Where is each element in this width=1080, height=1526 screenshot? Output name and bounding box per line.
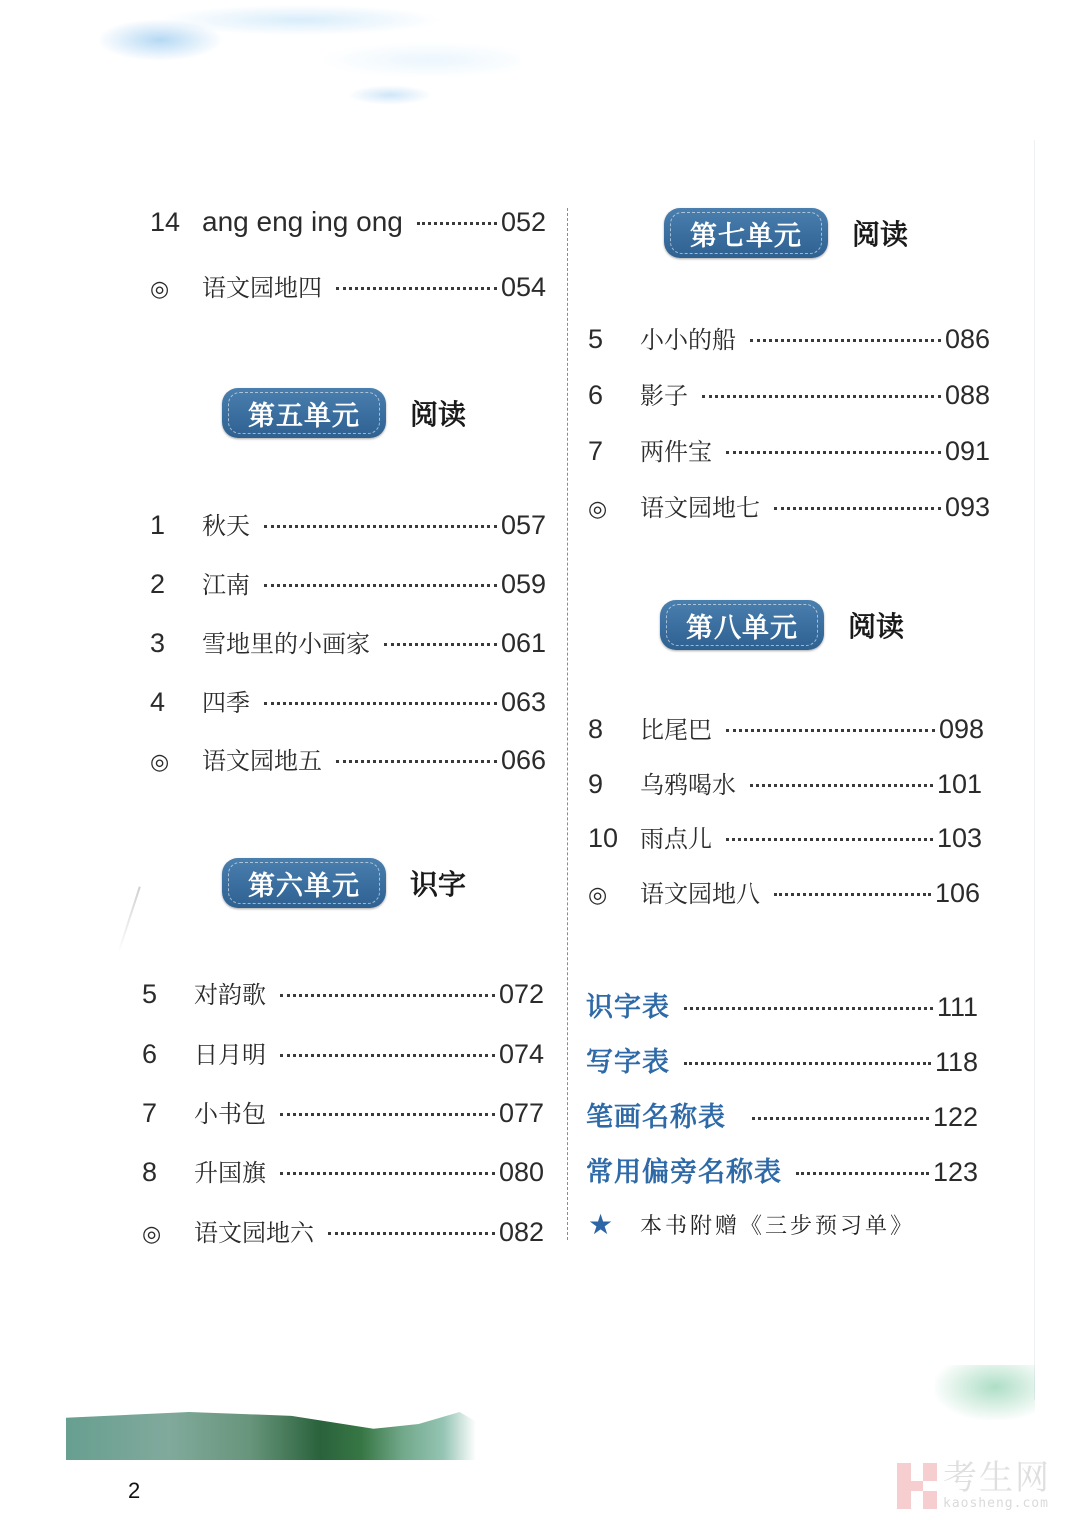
entry-number: 7	[588, 436, 604, 466]
bonus-note	[588, 1208, 915, 1241]
toc-entry[interactable]	[150, 206, 546, 238]
watermark	[897, 1460, 1051, 1511]
entry-number: 5	[588, 324, 604, 354]
star-icon: ★	[588, 1208, 614, 1241]
dot-leader	[384, 643, 497, 646]
appendix-title: 写字表	[586, 1047, 670, 1078]
toc-entry[interactable]	[588, 432, 990, 467]
dot-leader	[684, 1062, 931, 1065]
entry-title: 秋天	[202, 512, 250, 540]
unit-badge: 第六单元	[222, 858, 386, 908]
double-circle-icon: ◎	[150, 750, 170, 775]
appendix-entry[interactable]	[586, 1040, 978, 1079]
dot-leader	[684, 1007, 933, 1010]
page-edge	[1034, 140, 1035, 1400]
dot-leader	[336, 287, 497, 290]
entry-page: 086	[944, 324, 990, 354]
toc-entry[interactable]	[588, 765, 982, 800]
entry-title: 语文园地八	[640, 880, 760, 908]
entry-page: 103	[936, 823, 982, 853]
entry-title: 升国旗	[194, 1159, 266, 1187]
entry-title: 雨点儿	[640, 825, 712, 853]
toc-entry[interactable]	[150, 268, 546, 303]
entry-page: 059	[500, 569, 546, 599]
entry-page: 077	[498, 1098, 544, 1128]
entry-page: 061	[500, 628, 546, 658]
entry-page: 052	[500, 207, 546, 237]
bonus-text: 本书附赠《三步预习单》	[640, 1214, 916, 1239]
entry-number: 14	[150, 207, 181, 237]
toc-entry[interactable]	[150, 683, 546, 718]
entry-page: 082	[498, 1217, 544, 1247]
entry-page: 091	[944, 436, 990, 466]
unit-type: 阅读	[410, 398, 467, 431]
scan-mark	[117, 886, 141, 953]
toc-entry[interactable]	[588, 488, 990, 523]
dot-leader	[328, 1232, 495, 1235]
double-circle-icon: ◎	[588, 497, 608, 522]
entry-number: 8	[588, 714, 604, 744]
dot-leader	[280, 1054, 495, 1057]
unit-type: 阅读	[852, 218, 909, 251]
entry-title: 影子	[640, 382, 688, 410]
dot-leader	[702, 395, 941, 398]
entry-number: 1	[150, 510, 166, 540]
entry-page: 080	[498, 1157, 544, 1187]
dot-leader	[774, 507, 941, 510]
entry-page: 074	[498, 1039, 544, 1069]
entry-title: 语文园地六	[194, 1219, 314, 1247]
toc-entry[interactable]	[142, 1094, 544, 1129]
entry-number: 4	[150, 687, 166, 717]
decorative-watercolor-top	[100, 0, 520, 110]
entry-number: 6	[588, 380, 604, 410]
toc-entry[interactable]	[142, 1213, 544, 1248]
entry-title: 乌鸦喝水	[640, 771, 736, 799]
entry-page: 101	[936, 769, 982, 799]
dot-leader	[336, 760, 497, 763]
toc-entry[interactable]	[150, 565, 546, 600]
unit-badge: 第五单元	[222, 388, 386, 438]
appendix-page: 122	[932, 1102, 978, 1132]
toc-entry[interactable]	[142, 1035, 544, 1070]
entry-title: 日月明	[194, 1041, 266, 1069]
toc-entry[interactable]	[150, 506, 546, 541]
toc-entry[interactable]	[588, 376, 990, 411]
appendix-page: 118	[934, 1047, 978, 1077]
appendix-title: 识字表	[586, 992, 670, 1023]
unit-header-7	[664, 208, 908, 258]
entry-page: 054	[500, 272, 546, 302]
column-divider	[567, 208, 568, 1240]
dot-leader	[726, 838, 933, 841]
entry-title: 语文园地七	[640, 494, 760, 522]
unit-type: 识字	[410, 868, 467, 901]
toc-entry[interactable]	[150, 741, 546, 776]
appendix-entry[interactable]	[586, 985, 978, 1024]
dot-leader	[264, 702, 497, 705]
dot-leader	[417, 222, 497, 225]
double-circle-icon: ◎	[150, 277, 170, 302]
entry-page: 066	[500, 745, 546, 775]
toc-entry[interactable]	[588, 819, 982, 854]
entry-title: 两件宝	[640, 438, 712, 466]
entry-number: 6	[142, 1039, 158, 1069]
entry-page: 093	[944, 492, 990, 522]
toc-entry[interactable]	[588, 320, 990, 355]
dot-leader	[280, 994, 495, 997]
appendix-title: 常用偏旁名称表	[586, 1157, 782, 1188]
toc-entry[interactable]	[150, 624, 546, 659]
appendix-entry[interactable]	[586, 1150, 978, 1189]
entry-title: 对韵歌	[194, 981, 266, 1009]
dot-leader	[726, 451, 941, 454]
entry-number: 8	[142, 1157, 158, 1187]
appendix-entry[interactable]	[586, 1095, 978, 1134]
toc-entry[interactable]	[142, 1153, 544, 1188]
dot-leader	[774, 893, 931, 896]
dot-leader	[752, 1117, 929, 1120]
dot-leader	[280, 1113, 495, 1116]
unit-badge: 第八单元	[660, 600, 824, 650]
entry-number: 7	[142, 1098, 158, 1128]
entry-title: 江南	[202, 571, 250, 599]
dot-leader	[264, 584, 497, 587]
unit-badge: 第七单元	[664, 208, 828, 258]
appendix-title: 笔画名称表	[586, 1102, 726, 1133]
entry-title: 小书包	[194, 1100, 266, 1128]
dot-leader	[726, 729, 935, 732]
entry-number: 10	[588, 823, 619, 853]
entry-title: 语文园地五	[202, 747, 322, 775]
double-circle-icon: ◎	[588, 883, 608, 908]
watermark-logo-icon	[897, 1463, 937, 1509]
entry-title: ang eng ing ong	[202, 206, 403, 237]
dot-leader	[750, 784, 933, 787]
entry-number: 9	[588, 769, 604, 799]
appendix-page: 123	[932, 1157, 978, 1187]
watermark-cn: 考生网	[943, 1458, 1051, 1498]
decorative-landscape-right	[935, 1365, 1035, 1420]
entry-title: 雪地里的小画家	[202, 630, 370, 658]
dot-leader	[796, 1172, 929, 1175]
entry-number: 5	[142, 979, 158, 1009]
toc-entry[interactable]	[142, 975, 544, 1010]
dot-leader	[264, 525, 497, 528]
dot-leader	[280, 1172, 495, 1175]
entry-number: 2	[150, 569, 166, 599]
entry-title: 比尾巴	[640, 716, 712, 744]
page-number: 2	[128, 1478, 141, 1503]
unit-header-8	[660, 600, 904, 650]
unit-type: 阅读	[848, 610, 905, 643]
entry-page: 072	[498, 979, 544, 1009]
double-circle-icon: ◎	[142, 1222, 162, 1247]
unit-header-6	[222, 858, 466, 908]
entry-page: 088	[944, 380, 990, 410]
entry-page: 098	[938, 714, 984, 744]
entry-number: 3	[150, 628, 166, 658]
entry-title: 语文园地四	[202, 274, 322, 302]
decorative-landscape	[66, 1412, 476, 1460]
toc-entry[interactable]	[588, 874, 980, 909]
dot-leader	[750, 339, 941, 342]
entry-title: 四季	[202, 689, 250, 717]
entry-page: 106	[934, 878, 980, 908]
entry-page: 063	[500, 687, 546, 717]
watermark-en: kaosheng.com	[943, 1496, 1049, 1511]
unit-header-5	[222, 388, 466, 438]
toc-entry[interactable]	[588, 710, 984, 745]
entry-title: 小小的船	[640, 326, 736, 354]
entry-page: 057	[500, 510, 546, 540]
appendix-page: 111	[936, 992, 978, 1022]
